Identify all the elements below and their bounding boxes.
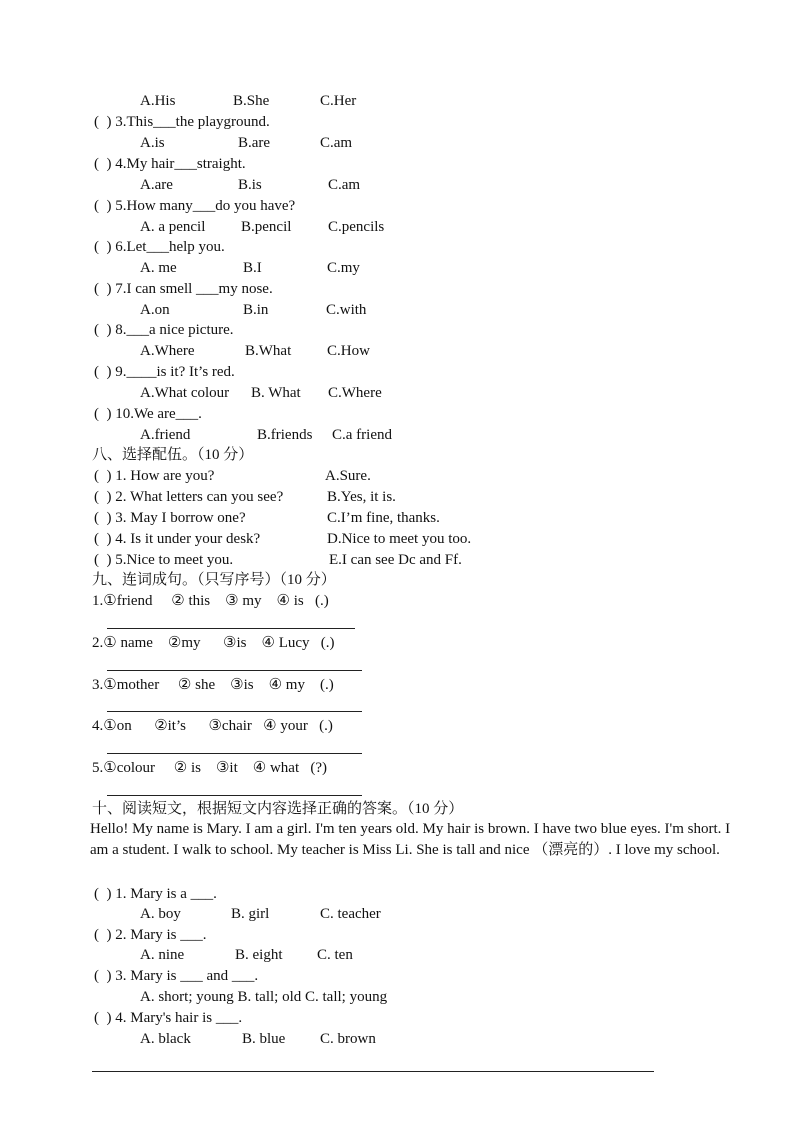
option-c: C.Where — [328, 385, 382, 401]
question-stem: ( ) 6.Let___help you. — [94, 239, 225, 255]
option-a: A. me — [140, 260, 177, 276]
match-left: ( ) 4. Is it under your desk? — [94, 531, 261, 547]
section-heading: 八、选择配伍。（10 分） — [92, 447, 254, 463]
question-stem: ( ) 10.We are___. — [94, 406, 202, 422]
option-c: C.pencils — [328, 219, 385, 235]
sentence-item: 1.①friend ② this ③ my ④ is (.) — [92, 593, 329, 609]
option-b: B.are — [238, 135, 271, 151]
answer-line — [107, 628, 355, 629]
option-a: A.is — [140, 135, 165, 151]
question-stem: ( ) 8.___a nice picture. — [94, 322, 234, 338]
question-stem: ( ) 1. Mary is a ___. — [94, 886, 217, 902]
option-a: A.on — [140, 302, 170, 318]
option-b: B. What — [251, 385, 301, 401]
match-right: C.I’m fine, thanks. — [327, 510, 440, 526]
option-b: B. girl — [231, 906, 270, 922]
option-b: B.is — [238, 177, 262, 193]
option-c: C.my — [327, 260, 360, 276]
option-b: B.What — [245, 343, 292, 359]
option-c: C.a friend — [332, 427, 392, 443]
sentence-item: 4.①on ②it’s ③chair ④ your (.) — [92, 718, 333, 734]
option-a: A.friend — [140, 427, 191, 443]
option-b: B.I — [243, 260, 262, 276]
question-stem: ( ) 9.____is it? It’s red. — [94, 364, 235, 380]
match-right: E.I can see Dc and Ff. — [329, 552, 462, 568]
reading-passage: Hello! My name is Mary. I am a girl. I'm ten years old. My hair is brown. I have two blue eyes. I'm short. I am a student. I walk to school. My teacher is Miss Li. She is tall and nice （漂亮的）. I love my school. — [90, 821, 731, 858]
sentence-item: 2.① name ②my ③is ④ Lucy (.) — [92, 635, 335, 651]
option-line: A. short; young B. tall; old C. tall; young — [140, 989, 388, 1005]
match-right: D.Nice to meet you too. — [327, 531, 472, 547]
q2-option-b: B.She — [233, 93, 270, 109]
option-a: A.Where — [140, 343, 195, 359]
option-a: A. black — [140, 1031, 191, 1047]
question-stem: ( ) 3. Mary is ___ and ___. — [94, 968, 259, 984]
question-stem: ( ) 2. Mary is ___. — [94, 927, 207, 943]
option-b: B. eight — [235, 947, 283, 963]
answer-line — [107, 670, 362, 671]
footer-rule — [92, 1071, 654, 1072]
option-c: C.am — [328, 177, 361, 193]
option-c: C. brown — [320, 1031, 376, 1047]
option-b: B.friends — [257, 427, 313, 443]
q2-option-c: C.Her — [320, 93, 357, 109]
option-c: C.How — [327, 343, 370, 359]
question-stem: ( ) 7.I can smell ___my nose. — [94, 281, 273, 297]
answer-line — [107, 753, 362, 754]
option-a: A.are — [140, 177, 173, 193]
answer-line — [107, 711, 362, 712]
match-left: ( ) 5.Nice to meet you. — [94, 552, 234, 568]
option-a: A.What colour — [140, 385, 230, 401]
option-a: A. boy — [140, 906, 181, 922]
match-left: ( ) 2. What letters can you see? — [94, 489, 284, 505]
option-c: C. teacher — [320, 906, 381, 922]
option-c: C. ten — [317, 947, 353, 963]
match-left: ( ) 3. May I borrow one? — [94, 510, 246, 526]
option-b: B.pencil — [241, 219, 292, 235]
question-stem: ( ) 5.How many___do you have? — [94, 198, 296, 214]
option-a: A. a pencil — [140, 219, 206, 235]
match-right: B.Yes, it is. — [327, 489, 396, 505]
question-stem: ( ) 4. Mary's hair is ___. — [94, 1010, 243, 1026]
q2-option-a: A.His — [140, 93, 176, 109]
option-a: A. nine — [140, 947, 185, 963]
section-heading: 九、连词成句。（只写序号）（10 分） — [92, 572, 336, 588]
match-right: A.Sure. — [325, 468, 371, 484]
sentence-item: 5.①colour ② is ③it ④ what (?) — [92, 760, 328, 776]
option-c: C.with — [326, 302, 367, 318]
question-stem: ( ) 3.This___the playground. — [94, 114, 270, 130]
question-stem: ( ) 4.My hair___straight. — [94, 156, 246, 172]
option-b: B. blue — [242, 1031, 286, 1047]
option-b: B.in — [243, 302, 269, 318]
sentence-item: 3.①mother ② she ③is ④ my (.) — [92, 677, 334, 693]
answer-line — [107, 795, 362, 796]
section-heading: 十、阅读短文，根据短文内容选择正确的答案。（10 分） — [92, 801, 464, 817]
match-left: ( ) 1. How are you? — [94, 468, 215, 484]
option-c: C.am — [320, 135, 353, 151]
